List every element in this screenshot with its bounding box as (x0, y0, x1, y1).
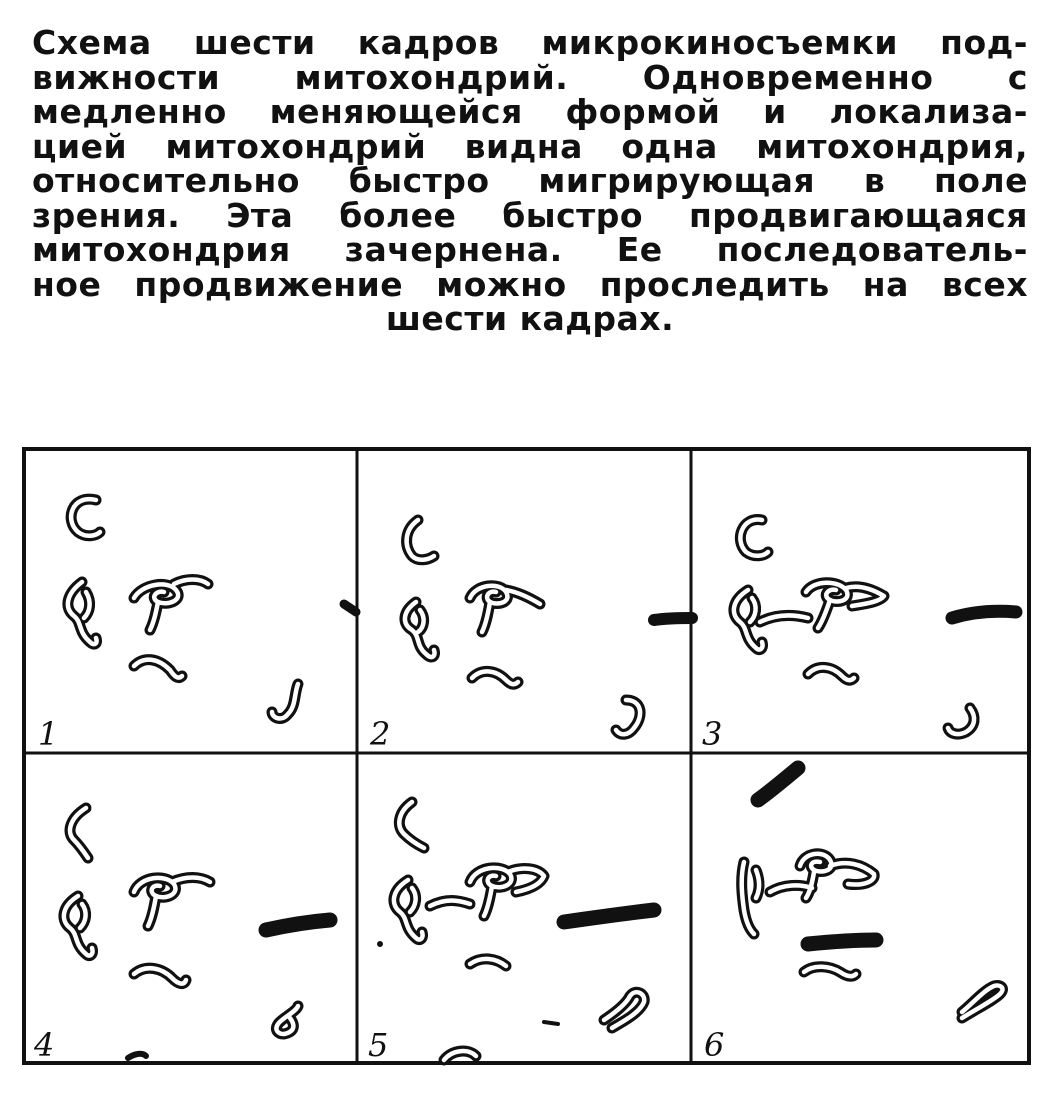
caption-line: митохондрия зачернена. Ее последователь- (32, 230, 1028, 269)
fast-mitochondrion-frame-2 (654, 618, 692, 620)
caption-line: цией митохондрий видна одна митохондрия, (32, 126, 1028, 166)
mitochondria-outlined (64, 499, 1003, 1060)
caption-line: зрения. Эта более быстро продвигающаяся (32, 195, 1028, 235)
frame-number-4: 4 (34, 1026, 55, 1064)
caption-line: медленно меняющейся формой и локализа- (32, 92, 1028, 131)
frame-number-2: 2 (370, 715, 391, 753)
fast-mitochondrion-frame-4 (266, 920, 330, 930)
frame-5-mitochondria (394, 802, 644, 1060)
caption-line: относительно быстро мигрирующая в поле (32, 161, 1028, 200)
frame-4-mitochondria (64, 808, 298, 1034)
fast-mitochondrion-frame-5 (564, 910, 654, 922)
fast-mitochondrion-frame-1 (344, 604, 356, 612)
caption-line: Схема шести кадров микрокиносъемки под- (32, 23, 1028, 62)
frame-number-6: 6 (704, 1026, 725, 1064)
grid-outer-border (24, 449, 1029, 1063)
fast-mitochondrion-frame-6 (808, 940, 876, 944)
fast-mitochondrion-frame-6-top (758, 768, 798, 800)
frame-2-mitochondria (405, 520, 640, 734)
debris-mark (128, 1054, 146, 1058)
debris-dot (377, 941, 383, 947)
caption-line: ное продвижение можно проследить на всех (32, 264, 1028, 304)
frame-number-3: 3 (702, 715, 723, 753)
frame-3-mitochondria (734, 520, 974, 735)
debris-mark (544, 1022, 558, 1024)
caption-line: вижности митохондрий. Одновременно с (32, 57, 1028, 97)
frame-number-5: 5 (368, 1026, 389, 1064)
frame-1-mitochondria (68, 499, 298, 718)
mitochondria-blackened (128, 604, 1016, 1058)
frames-grid (24, 449, 1029, 1063)
frame-number-1: 1 (38, 715, 59, 753)
caption-line: шести кадрах. (385, 299, 675, 338)
fast-mitochondrion-frame-3 (952, 611, 1016, 618)
